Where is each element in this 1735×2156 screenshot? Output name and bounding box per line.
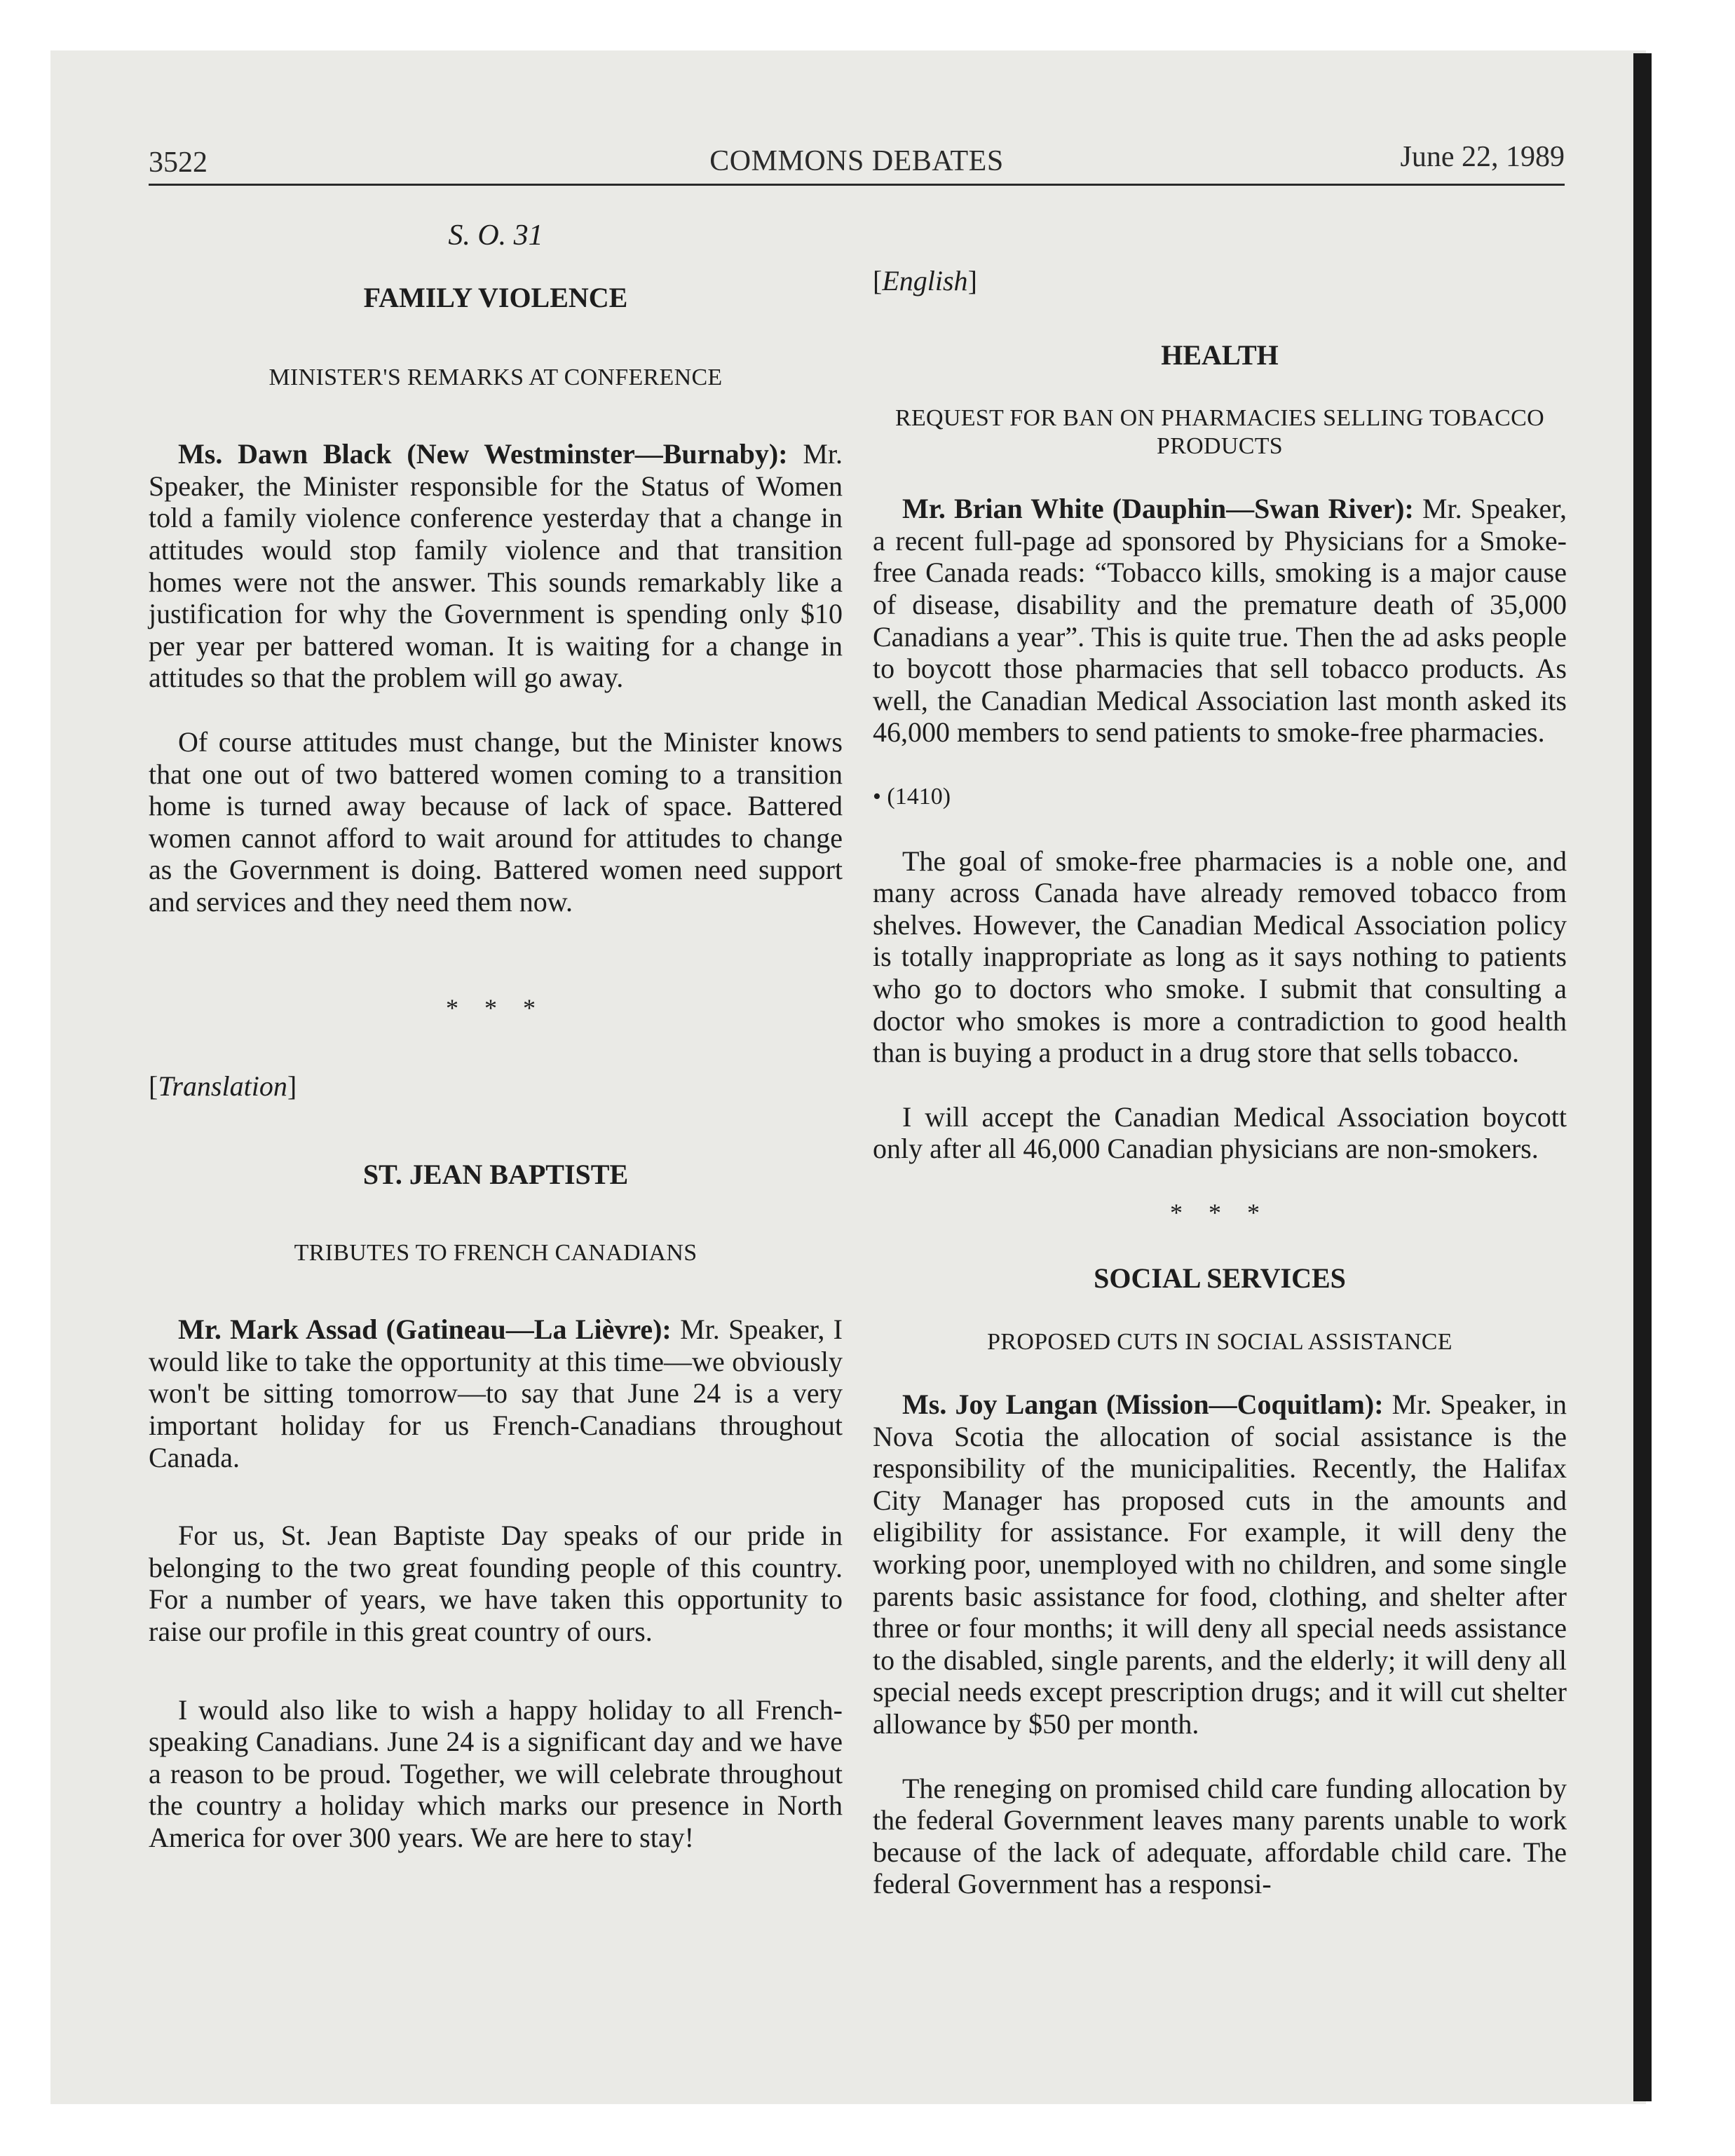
section-heading-health: HEALTH: [1161, 339, 1279, 371]
statement-paragraph: [149, 1314, 843, 1473]
statement-paragraph: The reneging on promised child care funding allocation by the federal Government leaves many parents unable to work because of the lack of adequate, affordable child care. The federal Government has a responsi-: [873, 1772, 1567, 1900]
speaker-name: Mr. Mark Assad (Gatineau—La Lièvre):: [178, 1314, 672, 1346]
statement-paragraph: [873, 493, 1567, 749]
english-tag: [English]: [873, 265, 977, 296]
standing-order-label: S. O. 31: [448, 219, 543, 252]
scan-edge-shadow: [1633, 53, 1652, 2101]
speaker-name: Ms. Dawn Black (New Westminster—Burnaby):: [178, 438, 788, 470]
publication-title: COMMONS DEBATES: [709, 145, 1004, 177]
page-header: [149, 140, 1565, 182]
statement-paragraph: [149, 438, 843, 694]
english-tag-text: English: [882, 265, 968, 296]
right-column: [873, 210, 1567, 1900]
section-separator: * * *: [446, 993, 545, 1022]
left-column: [149, 210, 843, 1854]
section-heading-social-services: SOCIAL SERVICES: [1094, 1262, 1346, 1295]
header-rule: [149, 184, 1565, 186]
time-marker: • (1410): [873, 783, 951, 810]
page-number: 3522: [149, 146, 207, 179]
statement-paragraph: I would also like to wish a happy holiday to all French-speaking Canadians. June 24 is a significant day and we have a reason to be proud. Together, we will celebrate throughout the country a holiday which marks our presence in North America for over 300 years. We are here to stay!: [149, 1693, 843, 1853]
translation-tag: [Translation]: [149, 1070, 297, 1103]
statement-paragraph: The goal of smoke-free pharmacies is a noble one, and many across Canada have already removed tobacco from shelves. However, the Canadian Medical Association policy is totally inappropriate as long as it says nothing to patients who go to doctors who smoke. I submit that consulting a doctor who smokes is more a contradiction to good health than is buying a product in a drug store that sells tobacco.: [873, 845, 1567, 1069]
statement-paragraph: I will accept the Canadian Medical Association boycott only after all 46,000 Canadian physicians are non-smokers.: [873, 1100, 1567, 1165]
section-separator: * * *: [1170, 1198, 1270, 1227]
speaker-name: Mr. Brian White (Dauphin—Swan River):: [902, 493, 1414, 525]
page-date: June 22, 1989: [1400, 141, 1565, 173]
subheading-proposed-cuts: PROPOSED CUTS IN SOCIAL ASSISTANCE: [987, 1329, 1452, 1356]
translation-tag-text: Translation: [158, 1070, 287, 1103]
paragraph-text: Mr. Speaker, in Nova Scotia the allocation of social assistance is the responsibility of the municipalities. Recently, the Halifax City Manager has proposed cuts in the amounts and eligibility for assistance. For example, it will deny the working poor, unemployed with no children, and some single parents basic assistance for food, clothing, and shelter after three or four months; it will deny all special needs assistance to the disabled, single parents, and the elderly; it will deny all special needs except prescription drugs; and it will cut shelter allowance by $50 per month.: [873, 1389, 1567, 1740]
subheading-ministers-remarks: MINISTER'S REMARKS AT CONFERENCE: [268, 364, 723, 391]
section-heading-st-jean-baptiste: ST. JEAN BAPTISTE: [362, 1158, 629, 1190]
statement-paragraph: For us, St. Jean Baptiste Day speaks of our pride in belonging to the two great founding people of this country. For a number of years, we have taken this opportunity to raise our profile in this great country of ours.: [149, 1520, 843, 1648]
subheading-request-for-ban: REQUEST FOR BAN ON PHARMACIES SELLING TOBACCO PRODUCTS: [895, 405, 1544, 460]
statement-paragraph: [873, 1389, 1567, 1740]
subheading-tributes: TRIBUTES TO FRENCH CANADIANS: [294, 1240, 698, 1267]
paragraph-text: Mr. Speaker, I would like to take the opportunity at this time—we obviously won't be sitting tomorrow—to say that June 24 is a very important holiday for us French-Canadians throughout Canada.: [149, 1314, 843, 1473]
speaker-name: Ms. Joy Langan (Mission—Coquitlam):: [902, 1389, 1384, 1421]
paragraph-text: Mr. Speaker, the Minister responsible for the Status of Women told a family violence conference yesterday that a change in attitudes would stop family violence and that transition homes were not the answer. This sounds remarkably like a justification for why the Government is spending only $10 per year per battered woman. It is waiting for a change in attitudes so that the problem will go away.: [149, 438, 843, 694]
statement-paragraph: Of course attitudes must change, but the Minister knows that one out of two battered women coming to a transition home is turned away because of lack of space. Battered women cannot afford to wait around for attitudes to change as the Government is doing. Battered women need support and services and they need them now.: [149, 725, 843, 917]
paragraph-text: Mr. Speaker, a recent full-page ad sponsored by Physicians for a Smoke-free Canada reads: “Tobacco kills, smoking is a major cause of disease, disability and the premature death of 35,000 Canadians a year”. This is quite true. Then the ad asks people to boycott those pharmacies that sell tobacco products. As well, the Canadian Medical Association last month asked its 46,000 members to send patients to smoke-free pharmacies.: [873, 493, 1567, 749]
section-heading-family-violence: FAMILY VIOLENCE: [363, 281, 628, 313]
